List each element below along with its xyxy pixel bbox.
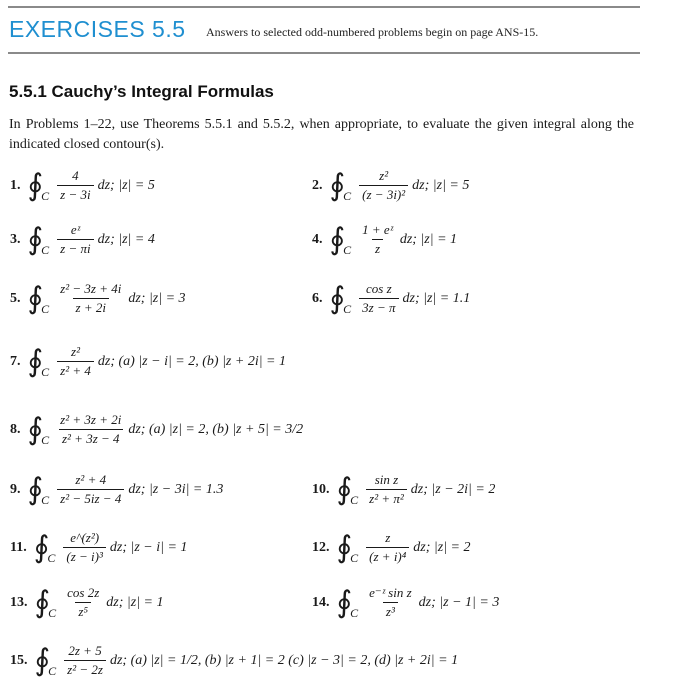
problem-5: 5. ∮ C $\frac{\text{z² − 3z + 4i}}{z + 2i}$ dz; |z| = 3 xyxy=(10,281,186,316)
contour-integral-icon: ∮ C xyxy=(27,222,50,257)
answers-note: Answers to selected odd-numbered problems begin on page ANS-15. xyxy=(206,25,539,39)
integrand-fraction: $\frac{2z + 5}{\text{z² − 2z}}$ xyxy=(64,643,106,678)
problem-14: 14. ∮ C $\frac{\text{e⁻ᶻ sin z}}{\text{z³}}$ dz; |z − 1| = 3 xyxy=(312,585,500,620)
contour-integral-icon: ∮ C xyxy=(329,222,352,257)
contour-integral-icon: ∮ C xyxy=(33,530,56,565)
problem-13: 13. ∮ C $\frac{\cos 2z}{\text{z⁵}}$ dz; |z| = 1 xyxy=(10,585,164,620)
contour-integral-icon: ∮ C xyxy=(329,281,352,316)
integrand-fraction: $\frac{4}{z - 3i}$ xyxy=(57,168,93,203)
integrand-fraction: $\frac{z}{\text{(z + i)⁴}}$ xyxy=(366,530,409,565)
integrand-fraction: $\frac{\text{z² + 4}}{\text{z² − 5iz − 4}}$ xyxy=(57,472,124,507)
top-rule xyxy=(8,6,640,8)
contour-integral-icon: ∮ C xyxy=(27,472,50,507)
contour-integral-icon: ∮ C xyxy=(336,530,359,565)
problem-4: 4. ∮ C $\frac{\text{1 + eᶻ}}{z}$ dz; |z| = 1 xyxy=(312,222,458,257)
integrand-fraction: $\frac{\text{e⁻ᶻ sin z}}{\text{z³}}$ xyxy=(369,585,412,619)
problem-11: 11. ∮ C $\frac{\text{e\textasciicircum{}(z²)}}{\text{(z − i)³}}$ dz; |z − i| = 1 xyxy=(10,530,188,565)
contour-integral-icon: ∮ C xyxy=(27,412,50,447)
contour-integral-icon: ∮ C xyxy=(34,643,57,678)
problem-12: 12. ∮ C $\frac{z}{\text{(z + i)⁴}}$ dz; |z| = 2 xyxy=(312,530,471,565)
section-intro: In Problems 1–22, use Theorems 5.5.1 and 5.5.2, when appropriate, to evaluate the given integral along the indicated closed contour(s). xyxy=(9,117,634,152)
problem-1: 1. ∮ C $\frac{4}{z - 3i}$ dz; |z| = 5 xyxy=(10,168,155,203)
contour-integral-icon: ∮ C xyxy=(34,585,57,620)
integrand-fraction: $\frac{\text{e\textasciicircum{}(z²)}}{\text{(z − i)³}}$ xyxy=(63,530,106,565)
problem-7: 7. ∮ C $\frac{\text{z²}}{\text{z² + 4}}$ dz; (a) |z − i| = 2, (b) |z + 2i| = 1 xyxy=(10,344,287,379)
problem-3: 3. ∮ C $\frac{\text{eᶻ}}{z - \pi i}$ dz; |z| = 4 xyxy=(10,222,155,257)
section-title: 5.5.1 Cauchy’s Integral Formulas xyxy=(9,82,274,101)
contour-integral-icon: ∮ C xyxy=(336,472,359,507)
problem-15: 15. ∮ C $\frac{2z + 5}{\text{z² − 2z}}$ dz; (a) |z| = 1/2, (b) |z + 1| = 2 (c) |z − 3| = 2, (d) |z + 2i| = 1 xyxy=(10,643,459,678)
integrand-fraction: $\frac{\cos 2z}{\text{z⁵}}$ xyxy=(67,585,100,619)
contour-integral-icon: ∮ C xyxy=(329,168,352,203)
contour-integral-icon: ∮ C xyxy=(27,344,50,379)
integrand-fraction: $\frac{\text{z²}}{\text{(z − 3i)²}}$ xyxy=(359,168,408,203)
header-rule xyxy=(8,52,640,54)
integrand-fraction: $\frac{\text{z² − 3z + 4i}}{z + 2i}$ xyxy=(60,281,122,315)
integrand-fraction: $\frac{\text{z²}}{\text{z² + 4}}$ xyxy=(57,344,94,379)
integrand-fraction: $\frac{\text{1 + eᶻ}}{z}$ xyxy=(362,222,393,256)
contour-integral-icon: ∮ C xyxy=(336,585,359,620)
problem-9: 9. ∮ C $\frac{\text{z² + 4}}{\text{z² − 5iz − 4}}$ dz; |z − 3i| = 1.3 xyxy=(10,472,224,507)
problem-10: 10. ∮ C $\frac{\text{sin z}}{\text{z² + π²}}$ dz; |z − 2i| = 2 xyxy=(312,472,496,507)
integrand-fraction: $\frac{\text{z² + 3z + 2i}}{\text{z² + 3z − 4}}$ xyxy=(60,412,122,446)
integrand-fraction: $\frac{\text{eᶻ}}{z - \pi i}$ xyxy=(57,222,93,257)
problem-8: 8. ∮ C $\frac{\text{z² + 3z + 2i}}{\text{z² + 3z − 4}}$ dz; (a) |z| = 2, (b) |z + 5| = 3/2 xyxy=(10,412,304,447)
exercises-title: EXERCISES 5.5 xyxy=(9,16,186,42)
integrand-fraction: $\frac{\text{cos z}}{3z - \pi}$ xyxy=(359,281,398,316)
problem-6: 6. ∮ C $\frac{\text{cos z}}{3z - \pi}$ dz; |z| = 1.1 xyxy=(312,281,471,316)
integrand-fraction: $\frac{\text{sin z}}{\text{z² + π²}}$ xyxy=(366,472,407,507)
contour-integral-icon: ∮ C xyxy=(27,168,50,203)
problem-2: 2. ∮ C $\frac{\text{z²}}{\text{(z − 3i)²}}$ dz; |z| = 5 xyxy=(312,168,470,203)
contour-integral-icon: ∮ C xyxy=(27,281,50,316)
